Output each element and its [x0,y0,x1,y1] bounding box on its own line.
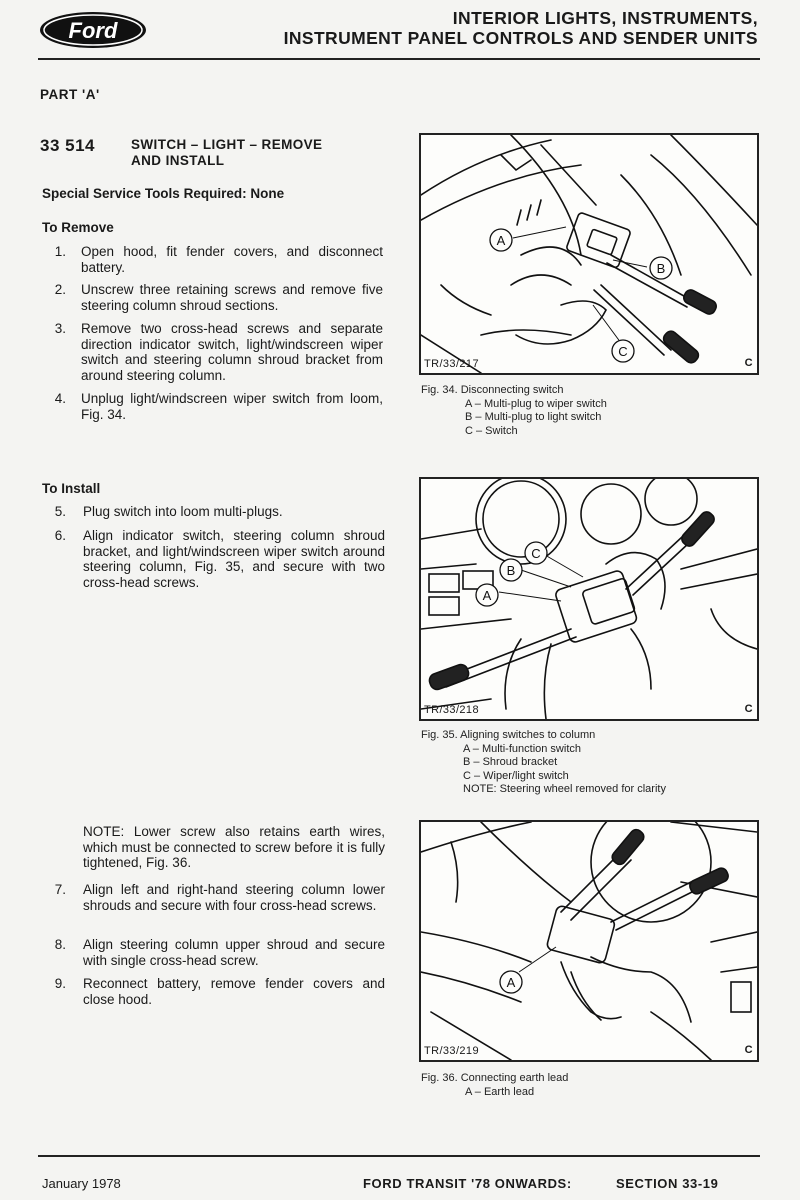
figure-36-caption [421,1072,568,1099]
step-text: Unscrew three retaining screws and remove five steering column shroud sections. [81,282,383,313]
header-rule [38,58,760,60]
caption-item: B – Multi-plug to light switch [465,411,602,423]
caption-title: Fig. 36. Connecting earth lead [421,1072,569,1084]
figure-ref: TR/33/219 [424,1045,479,1057]
section-title-line1: SWITCH – LIGHT – REMOVE [131,137,323,152]
callout-c: C [618,344,628,359]
earth-lead-drawing [421,822,757,1060]
figure-34-caption [421,384,607,438]
logo-text: Ford [68,18,118,43]
header-title-line2: INSTRUMENT PANEL CONTROLS AND SENDER UNITS [283,28,758,48]
caption-item: C – Switch [465,424,518,437]
section-title [131,137,381,169]
step-text: Plug switch into loom multi-plugs. [83,504,283,519]
install-heading: To Install [42,481,101,496]
caption-item: B – Shroud bracket [463,756,558,768]
figure-ref: TR/33/218 [424,704,479,716]
step-number: 5. [54,504,66,519]
caption-item: A – Multi-function switch [463,742,581,755]
caption-item: NOTE: Steering wheel removed for clarity [463,783,666,795]
step-text: Open hood, fit fender covers, and disconnect battery. [81,244,383,275]
section-title-line2: AND INSTALL [131,153,225,168]
step-number: 4. [54,391,66,406]
step-number: 2. [54,282,66,297]
caption-item: A – Multi-plug to wiper switch [465,397,607,410]
special-tools: Special Service Tools Required: None [42,186,285,201]
footer-date: January 1978 [42,1176,121,1191]
figure-corner-mark: C [744,357,753,369]
step-number: 1. [54,244,66,259]
callout-c: C [531,546,541,561]
section-number: 33 514 [40,136,95,155]
earth-wire-note: NOTE: Lower screw also retains earth wires, which must be connected to screw before it is fully tightened, Fig. 36. [83,824,385,870]
header-title-line1: INTERIOR LIGHTS, INSTRUMENTS, [452,8,758,28]
ford-logo [38,10,148,50]
figure-36-illustration [419,820,759,1062]
figure-35-caption [421,729,666,797]
caption-title: Fig. 35. Aligning switches to column [421,729,596,741]
callout-a: A [482,588,492,603]
caption-item: C – Wiper/light switch [463,769,569,782]
figure-ref: TR/33/217 [424,358,479,370]
step-number: 3. [54,321,66,336]
step-number: 6. [54,528,66,543]
switch-disconnect-drawing [421,135,757,373]
footer-publication: FORD TRANSIT '78 ONWARDS: [363,1176,572,1191]
callout-a: A [496,233,506,248]
footer-rule [38,1155,760,1157]
step-number: 8. [54,937,66,952]
step-text: Align steering column upper shroud and secure with single cross-head screw. [83,937,385,968]
step-number: 9. [54,976,66,991]
step-text: Remove two cross-head screws and separate direction indicator switch, light/windscreen wiper switch and steering column shroud bracket from around steering column. [81,321,383,383]
step-text: Align indicator switch, steering column shroud bracket, and light/windscreen wiper switch around steering column, Fig. 35, and secure with two cross-head screws. [83,528,385,590]
switch-align-drawing [421,479,757,719]
remove-heading: To Remove [42,220,114,235]
callout-a: A [506,975,516,990]
figure-34-illustration [419,133,759,375]
step-text: Reconnect battery, remove fender covers and close hood. [83,976,385,1007]
callout-b: B [506,563,516,578]
figure-corner-mark: C [744,1044,753,1056]
step-text: Unplug light/windscreen wiper switch from loom, Fig. 34. [81,391,383,422]
step-number: 7. [54,882,66,897]
callout-b: B [656,261,666,276]
footer-section: SECTION 33-19 [616,1176,719,1191]
caption-title: Fig. 34. Disconnecting switch [421,384,564,396]
figure-35-illustration [419,477,759,721]
caption-item: A – Earth lead [465,1085,535,1098]
step-text: Align left and right-hand steering column lower shrouds and secure with four cross-head screws. [83,882,385,913]
figure-corner-mark: C [744,703,753,715]
part-label: PART 'A' [40,87,100,102]
